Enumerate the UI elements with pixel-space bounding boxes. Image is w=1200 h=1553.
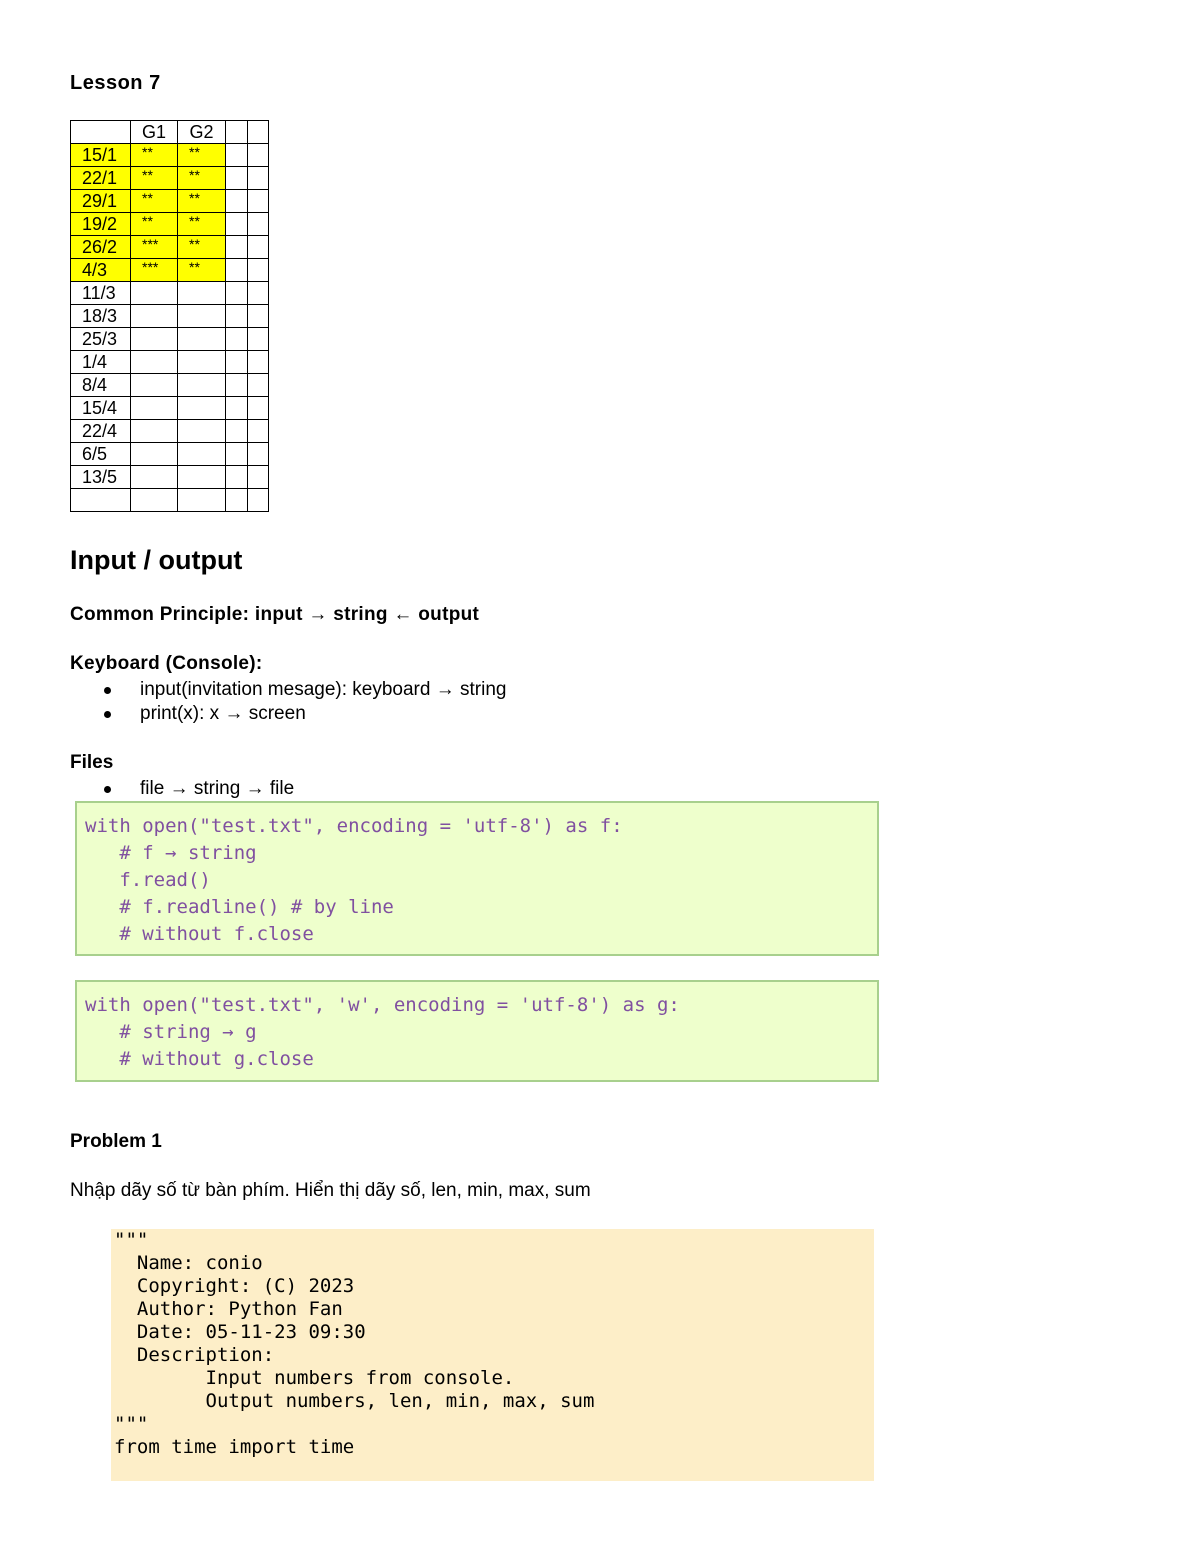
source-line: """ (114, 1229, 149, 1251)
g2-cell (178, 443, 226, 466)
g1-cell (131, 305, 178, 328)
source-line: Input numbers from console. (114, 1367, 515, 1389)
common-principle: Common Principle: input → string ← output (70, 604, 480, 625)
table-row (71, 397, 269, 420)
empty-cell (248, 213, 269, 236)
g1-cell (131, 397, 178, 420)
empty-cell (226, 443, 248, 466)
source-line: Name: conio (114, 1252, 263, 1274)
g2-cell (178, 351, 226, 374)
date-cell: 26/2 (71, 236, 131, 259)
empty-cell (248, 167, 269, 190)
keyboard-list (100, 678, 506, 726)
empty-cell (248, 236, 269, 259)
empty-cell (248, 420, 269, 443)
empty-cell (248, 328, 269, 351)
g2-cell: ** (178, 190, 226, 213)
empty-cell (226, 190, 248, 213)
bullet-icon (104, 786, 111, 793)
g1-cell: *** (131, 259, 178, 282)
g2-cell (178, 466, 226, 489)
code-line: # f.readline() # by line (85, 896, 394, 918)
g1-cell: ** (131, 144, 178, 167)
schedule-table-body (71, 121, 269, 512)
code-line: with open("test.txt", encoding = 'utf-8') as f: (85, 815, 623, 837)
g2-cell (178, 420, 226, 443)
schedule-header-row (71, 121, 269, 144)
empty-cell (248, 282, 269, 305)
date-cell: 18/3 (71, 305, 131, 328)
list-item-text: file → string → file (140, 778, 295, 799)
table-row (71, 489, 269, 512)
date-cell: 13/5 (71, 466, 131, 489)
date-cell: 25/3 (71, 328, 131, 351)
list-item-text: input(invitation mesage): keyboard → string (140, 679, 507, 700)
empty-cell (248, 259, 269, 282)
empty-cell (226, 351, 248, 374)
table-row (71, 282, 269, 305)
empty-cell (226, 259, 248, 282)
g1-cell (131, 351, 178, 374)
g2-cell: ** (178, 213, 226, 236)
date-cell: 15/1 (71, 144, 131, 167)
problem-1-heading: Problem 1 (70, 1131, 162, 1152)
header-cell-extra-1 (226, 121, 248, 144)
g2-cell (178, 328, 226, 351)
date-cell: 8/4 (71, 374, 131, 397)
bullet-icon (104, 711, 111, 718)
empty-cell (226, 328, 248, 351)
empty-cell (248, 489, 269, 512)
date-cell: 15/4 (71, 397, 131, 420)
code-line: f.read() (85, 869, 211, 891)
source-line: from time import time (114, 1436, 355, 1458)
date-cell: 19/2 (71, 213, 131, 236)
empty-cell (226, 213, 248, 236)
empty-cell (226, 466, 248, 489)
empty-cell (248, 144, 269, 167)
empty-cell (248, 305, 269, 328)
date-cell: 22/4 (71, 420, 131, 443)
lesson-title: Lesson 7 (70, 72, 161, 94)
source-line: Date: 05-11-23 09:30 (114, 1321, 366, 1343)
empty-cell (226, 374, 248, 397)
g1-cell (131, 466, 178, 489)
bullet-icon (104, 687, 111, 694)
schedule-table (70, 120, 269, 512)
table-row (71, 190, 269, 213)
g2-cell: ** (178, 236, 226, 259)
files-heading: Files (70, 752, 114, 773)
date-cell (71, 489, 131, 512)
g1-cell: ** (131, 190, 178, 213)
table-row (71, 144, 269, 167)
date-cell: 11/3 (71, 282, 131, 305)
g1-cell (131, 443, 178, 466)
empty-cell (226, 144, 248, 167)
source-line: Output numbers, len, min, max, sum (114, 1390, 595, 1412)
g2-cell (178, 374, 226, 397)
source-line: Copyright: (C) 2023 (114, 1275, 355, 1297)
code-line: # string → g (85, 1021, 257, 1043)
g2-cell (178, 282, 226, 305)
date-cell: 29/1 (71, 190, 131, 213)
header-cell-g1: G1 (131, 121, 178, 144)
source-line: Description: (114, 1344, 275, 1366)
files-list (100, 777, 294, 801)
g2-cell: ** (178, 167, 226, 190)
problem-1-text: Nhập dãy số từ bàn phím. Hiển thị dãy số, len, min, max, sum (70, 1180, 591, 1201)
date-cell: 4/3 (71, 259, 131, 282)
source-line: """ (114, 1413, 149, 1435)
table-row (71, 374, 269, 397)
empty-cell (226, 282, 248, 305)
header-cell-date (71, 121, 131, 144)
list-item (100, 777, 294, 801)
empty-cell (248, 443, 269, 466)
code-line: # without f.close (85, 923, 314, 945)
table-row (71, 259, 269, 282)
empty-cell (248, 397, 269, 420)
g2-cell (178, 397, 226, 420)
g1-cell: ** (131, 167, 178, 190)
code-block-read (75, 801, 879, 956)
header-cell-extra-2 (248, 121, 269, 144)
g2-cell: ** (178, 144, 226, 167)
empty-cell (248, 374, 269, 397)
keyboard-heading: Keyboard (Console): (70, 653, 263, 674)
list-item (100, 678, 506, 702)
date-cell: 1/4 (71, 351, 131, 374)
g2-cell: ** (178, 259, 226, 282)
g1-cell (131, 328, 178, 351)
table-row (71, 351, 269, 374)
code-line: # without g.close (85, 1048, 314, 1070)
g1-cell: ** (131, 213, 178, 236)
date-cell: 6/5 (71, 443, 131, 466)
g1-cell: *** (131, 236, 178, 259)
empty-cell (248, 466, 269, 489)
empty-cell (226, 305, 248, 328)
list-item-text: print(x): x → screen (140, 703, 306, 724)
empty-cell (226, 420, 248, 443)
table-row (71, 328, 269, 351)
date-cell: 22/1 (71, 167, 131, 190)
table-row (71, 443, 269, 466)
table-row (71, 466, 269, 489)
g2-cell (178, 305, 226, 328)
table-row (71, 167, 269, 190)
empty-cell (226, 167, 248, 190)
empty-cell (248, 190, 269, 213)
source-code-block (111, 1229, 874, 1481)
g1-cell (131, 420, 178, 443)
table-row (71, 420, 269, 443)
table-row (71, 213, 269, 236)
section-heading-input-output: Input / output (70, 545, 243, 575)
header-cell-g2: G2 (178, 121, 226, 144)
source-line: Author: Python Fan (114, 1298, 343, 1320)
g1-cell (131, 374, 178, 397)
code-line: with open("test.txt", 'w', encoding = 'utf-8') as g: (85, 994, 680, 1016)
g1-cell (131, 282, 178, 305)
table-row (71, 236, 269, 259)
list-item (100, 702, 506, 726)
empty-cell (226, 236, 248, 259)
empty-cell (248, 351, 269, 374)
g1-cell (131, 489, 178, 512)
table-row (71, 305, 269, 328)
code-line: # f → string (85, 842, 257, 864)
empty-cell (226, 489, 248, 512)
g2-cell (178, 489, 226, 512)
empty-cell (226, 397, 248, 420)
code-block-write (75, 980, 879, 1082)
